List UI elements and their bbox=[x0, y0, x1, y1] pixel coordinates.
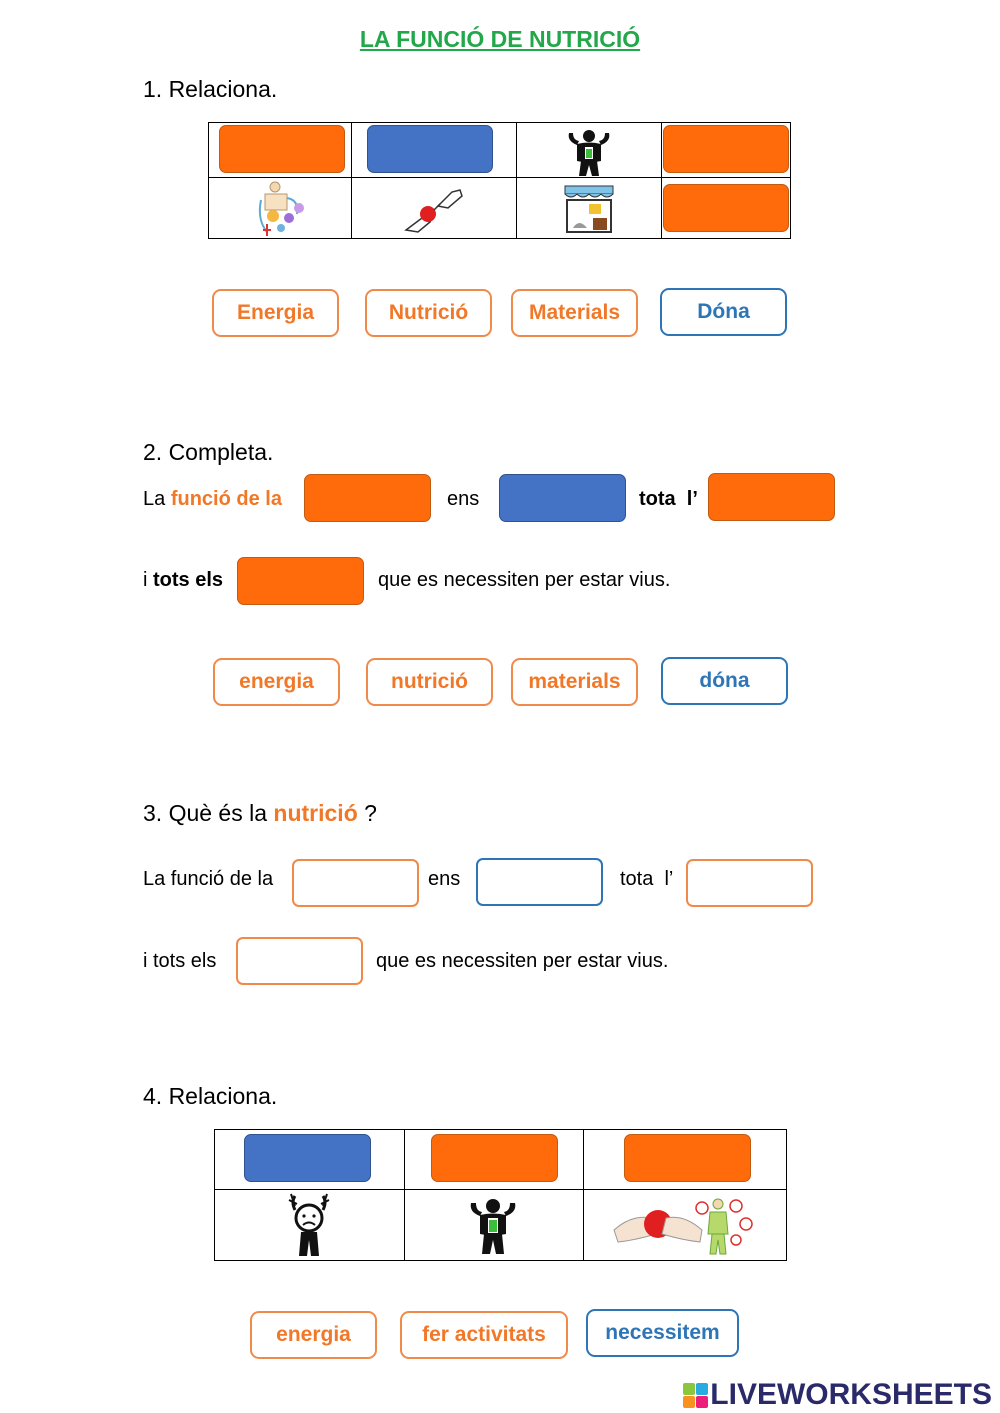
section2-line1-bold: tota l’ bbox=[639, 488, 698, 510]
section1-table bbox=[208, 122, 791, 239]
answer-field[interactable] bbox=[686, 859, 813, 907]
section4-table bbox=[214, 1129, 787, 1261]
drop-zone[interactable] bbox=[708, 473, 835, 521]
answer-field[interactable] bbox=[476, 858, 603, 906]
section3-line1-end: tota l’ bbox=[620, 868, 674, 890]
word-fer-activitats[interactable]: fer activitats bbox=[400, 1311, 568, 1359]
drop-zone[interactable] bbox=[663, 125, 789, 173]
answer-field[interactable] bbox=[236, 937, 363, 985]
word-energia[interactable]: energia bbox=[213, 658, 340, 706]
liveworksheets-logo: LIVEWORKSHEETS bbox=[683, 1378, 992, 1412]
drop-zone[interactable] bbox=[244, 1134, 371, 1182]
section3-line2-prefix: i tots els bbox=[143, 950, 217, 972]
section1-heading: 1. Relaciona. bbox=[143, 76, 278, 102]
strong-man-battery-icon bbox=[465, 1196, 521, 1256]
digestive-system-icon bbox=[253, 180, 309, 238]
section2-line2-prefix: i tots els bbox=[143, 569, 224, 591]
drop-zone[interactable] bbox=[367, 125, 493, 173]
answer-field[interactable] bbox=[292, 859, 419, 907]
page-title: LA FUNCIÓ DE NUTRICIÓ bbox=[359, 26, 641, 52]
word-energia[interactable]: Energia bbox=[212, 289, 339, 337]
word-materials[interactable]: Materials bbox=[511, 289, 638, 337]
section2-heading: 2. Completa. bbox=[143, 439, 274, 465]
drop-zone[interactable] bbox=[431, 1134, 558, 1182]
drop-zone[interactable] bbox=[499, 474, 626, 522]
drop-zone[interactable] bbox=[304, 474, 431, 522]
drop-zone[interactable] bbox=[663, 184, 789, 232]
word-necessitem[interactable]: necessitem bbox=[586, 1309, 739, 1357]
section2-line2-suffix: que es necessiten per estar vius. bbox=[378, 569, 671, 591]
section3-line1-prefix: La funció de la bbox=[143, 868, 274, 890]
word-dona[interactable]: Dóna bbox=[660, 288, 787, 336]
word-nutricio[interactable]: nutrició bbox=[366, 658, 493, 706]
section3-line2-suffix: que es necessiten per estar vius. bbox=[376, 950, 669, 972]
stressed-person-icon bbox=[285, 1192, 333, 1258]
liveworksheets-mark-icon bbox=[683, 1383, 708, 1408]
hands-heart-person-icon bbox=[612, 1194, 756, 1256]
market-stall-icon bbox=[561, 182, 617, 234]
drop-zone[interactable] bbox=[219, 125, 345, 173]
word-materials[interactable]: materials bbox=[511, 658, 638, 706]
strong-man-battery-icon bbox=[563, 127, 615, 177]
section2-line1-prefix: La funció de la bbox=[143, 488, 282, 510]
drop-zone[interactable] bbox=[624, 1134, 751, 1182]
section2-line1-mid: ens bbox=[447, 488, 480, 510]
word-dona[interactable]: dóna bbox=[661, 657, 788, 705]
word-energia[interactable]: energia bbox=[250, 1311, 377, 1359]
section3-heading: 3. Què és la nutrició ? bbox=[143, 800, 377, 826]
highlight-text: funció de la bbox=[170, 488, 282, 510]
section4-heading: 4. Relaciona. bbox=[143, 1083, 278, 1109]
hand-giving-icon bbox=[404, 184, 464, 234]
word-nutricio[interactable]: Nutrició bbox=[365, 289, 492, 337]
section3-line1-mid: ens bbox=[428, 868, 461, 890]
drop-zone[interactable] bbox=[237, 557, 364, 605]
